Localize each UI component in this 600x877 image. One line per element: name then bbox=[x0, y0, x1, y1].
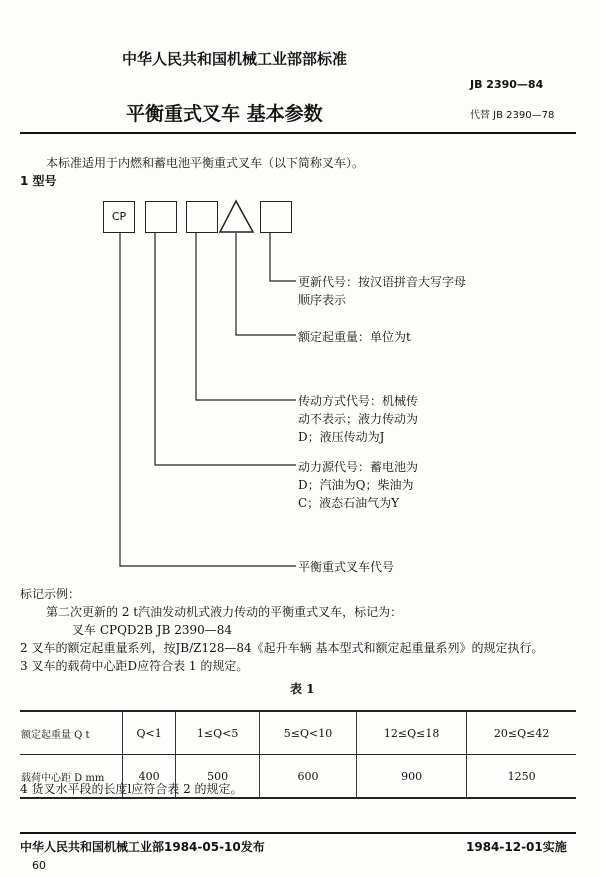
page-number: 60 bbox=[32, 859, 46, 872]
label-transmission-2: 动不表示；液力传动为 bbox=[298, 412, 419, 426]
table-cell: 600 bbox=[260, 755, 357, 799]
table-caption: 表 1 bbox=[290, 682, 315, 696]
example-mark: 叉车 CPQD2B JB 2390—84 bbox=[72, 623, 233, 637]
label-power-2: D；汽油为Q；柴油为 bbox=[298, 478, 414, 492]
issuing-org: 中华人民共和国机械工业部部标准 bbox=[122, 50, 348, 68]
label-update: 更新代号：按汉语拼音大写字母 bbox=[298, 275, 467, 289]
section-3: 3 叉车的载荷中心距D应符合表 1 的规定。 bbox=[20, 659, 249, 673]
row-header: 额定起重量 Q t bbox=[20, 711, 123, 755]
standard-number: JB 2390—84 bbox=[470, 78, 544, 91]
label-transmission: 传动方式代号：机械传 bbox=[298, 394, 419, 408]
table-cell: 5≤Q<10 bbox=[260, 711, 357, 755]
table-cell: 12≤Q≤18 bbox=[357, 711, 467, 755]
issued-date: 中华人民共和国机械工业部1984-05-10发布 bbox=[20, 840, 265, 854]
label-transmission-3: D；液压传动为J bbox=[298, 430, 385, 444]
code-box-cp: CP bbox=[103, 201, 135, 233]
section-2: 2 叉车的额定起重量系列，按JB/Z128—84《起升车辆 基本型式和额定起重量系列》的规定执行。 bbox=[20, 641, 544, 655]
table-row bbox=[20, 711, 576, 755]
table-cell: Q<1 bbox=[123, 711, 176, 755]
replaces-note: 代替 JB 2390—78 bbox=[470, 110, 555, 121]
section-4: 4 货叉水平段的长度l应符合表 2 的规定。 bbox=[20, 782, 243, 796]
load-triangle bbox=[220, 201, 253, 232]
row-header: 载荷中心距 D mm bbox=[20, 755, 123, 799]
footer-divider bbox=[20, 832, 576, 834]
section-1-title: 1 型号 bbox=[20, 174, 57, 188]
table-cell: 500 bbox=[176, 755, 260, 799]
label-power: 动力源代号：蓄电池为 bbox=[298, 460, 419, 474]
label-update-2: 顺序表示 bbox=[298, 293, 347, 307]
label-code: 平衡重式叉车代号 bbox=[298, 560, 395, 574]
table-cell: 900 bbox=[357, 755, 467, 799]
table-cell: 1250 bbox=[467, 755, 576, 799]
document-title: 平衡重式叉车 基本参数 bbox=[126, 103, 323, 125]
label-power-3: C；液态石油气为Y bbox=[298, 496, 400, 510]
effective-date: 1984-12-01实施 bbox=[466, 840, 567, 854]
table-cell: 20≤Q≤42 bbox=[467, 711, 576, 755]
label-load: 额定起重量：单位为t bbox=[298, 330, 411, 344]
example-description: 第二次更新的 2 t汽油发动机式液力传动的平衡重式叉车，标记为： bbox=[46, 605, 403, 619]
table-cell: 1≤Q<5 bbox=[176, 711, 260, 755]
intro-text: 本标准适用于内燃和蓄电池平衡重式叉车（以下简称叉车）。 bbox=[46, 156, 365, 170]
example-heading: 标记示例： bbox=[20, 587, 81, 601]
table-cell: 400 bbox=[123, 755, 176, 799]
